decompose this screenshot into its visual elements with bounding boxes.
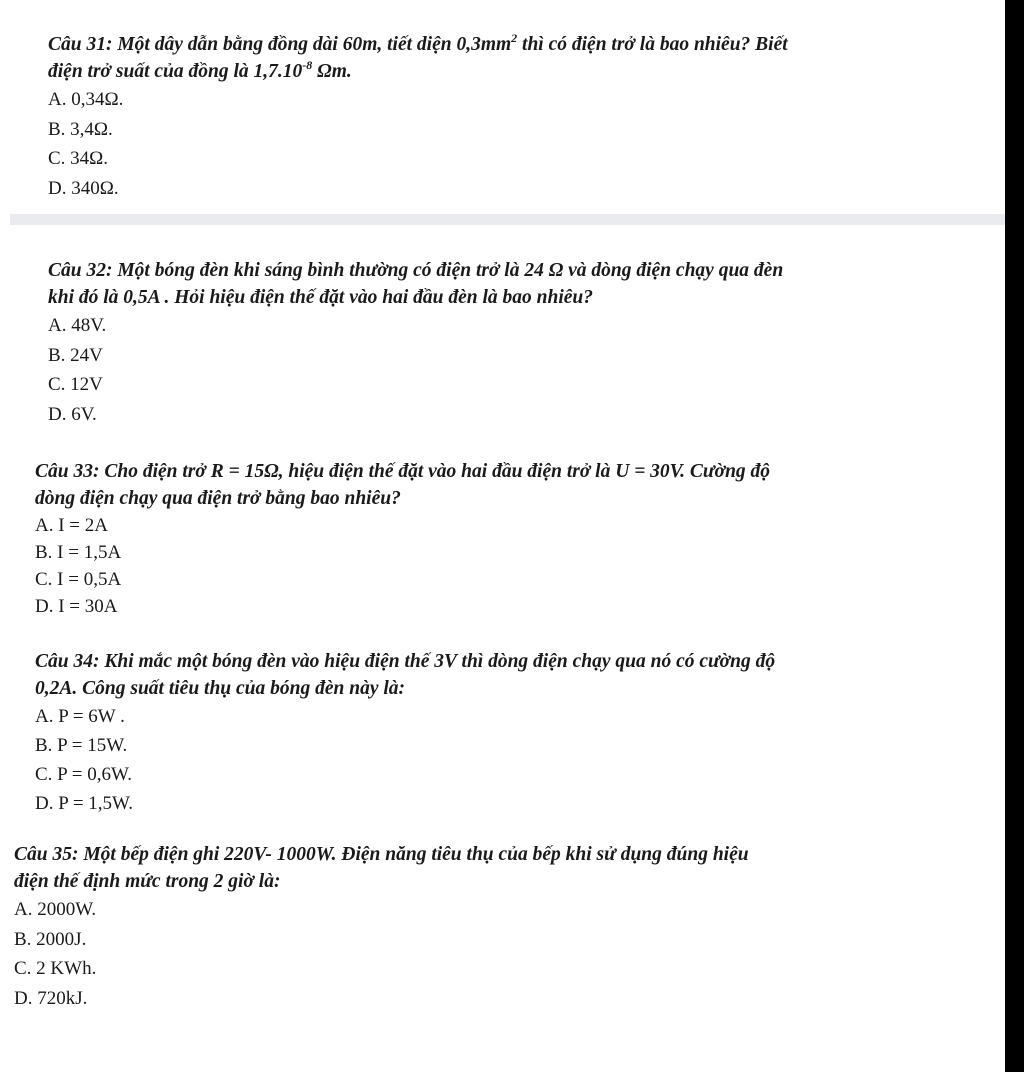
section-divider bbox=[10, 214, 1005, 225]
option-b: B. 3,4Ω. bbox=[48, 118, 113, 140]
option-d: D. I = 30A bbox=[35, 596, 118, 617]
option-a: A. 0,34Ω. bbox=[48, 89, 124, 110]
option-b: B. 24V bbox=[48, 344, 103, 366]
question-35-options bbox=[14, 895, 1019, 1013]
question-31-options bbox=[48, 85, 1024, 203]
question-32-options bbox=[48, 311, 1024, 429]
option-d: D. 340Ω. bbox=[48, 177, 119, 199]
question-33-options bbox=[35, 512, 1024, 620]
option-b: B. 2000J. bbox=[14, 928, 87, 950]
question-33 bbox=[0, 458, 1024, 620]
question-35-text: Câu 35: Một bếp điện ghi 220V- 1000W. Điện năng tiêu thụ của bếp khi sử dụng đúng hiệu điện thế định mức trong 2 giờ là: bbox=[14, 844, 749, 892]
question-31 bbox=[0, 31, 1024, 203]
option-d: D. 6V. bbox=[48, 403, 97, 425]
question-32-text: Câu 32: Một bóng đèn khi sáng bình thường có điện trở là 24 Ω và dòng điện chạy qua đèn khi đó là 0,5A . Hỏi hiệu điện thế đặt vào hai đầu đèn là bao nhiêu? bbox=[48, 260, 784, 308]
option-b: B. P = 15W. bbox=[35, 735, 128, 756]
option-d: D. P = 1,5W. bbox=[35, 793, 133, 814]
option-c: C. 34Ω. bbox=[48, 148, 109, 169]
option-a: A. 2000W. bbox=[14, 899, 97, 920]
option-c: C. P = 0,6W. bbox=[35, 764, 132, 785]
question-34-text: Câu 34: Khi mắc một bóng đèn vào hiệu điện thế 3V thì dòng điện chạy qua nó có cường độ 0,2A. Công suất tiêu thụ của bóng đèn này là: bbox=[35, 651, 776, 699]
option-a: A. P = 6W . bbox=[35, 706, 125, 727]
question-32 bbox=[0, 257, 1024, 429]
option-a: A. 48V. bbox=[48, 315, 107, 336]
option-a: A. I = 2A bbox=[35, 515, 108, 536]
option-c: C. 2 KWh. bbox=[14, 958, 97, 979]
option-c: C. 12V bbox=[48, 374, 103, 395]
question-34-options bbox=[35, 702, 1024, 818]
question-35 bbox=[0, 841, 1019, 1013]
option-c: C. I = 0,5A bbox=[35, 569, 122, 590]
option-b: B. I = 1,5A bbox=[35, 542, 122, 563]
question-33-text: Câu 33: Cho điện trở R = 15Ω, hiệu điện thế đặt vào hai đầu điện trở là U = 30V. Cường độ dòng điện chạy qua điện trở bằng bao nhiêu? bbox=[35, 461, 771, 509]
question-34 bbox=[0, 648, 1024, 818]
option-d: D. 720kJ. bbox=[14, 987, 88, 1009]
question-31-text: Câu 31: Một dây dẫn bằng đồng dài 60m, tiết diện $0,3mm^2$ thì có điện trở là bao nhiêu? Biết điện trở suất của đồng là $1,7.10^{-8}$ Ωm. bbox=[48, 30, 788, 82]
